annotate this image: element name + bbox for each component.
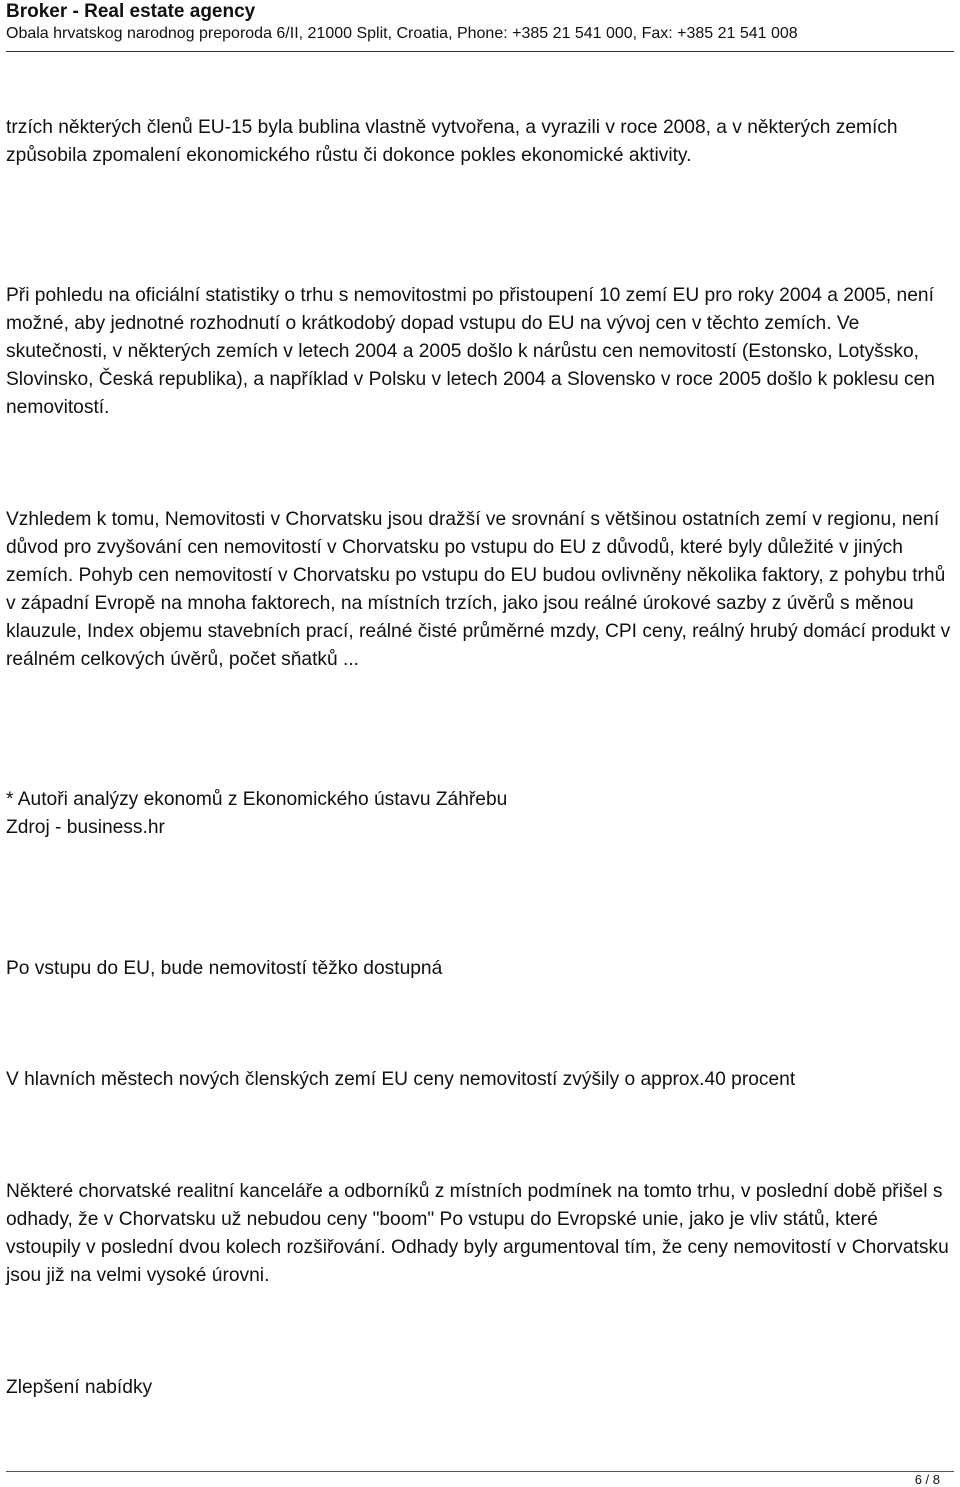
- page-number: 6 / 8: [914, 1472, 940, 1487]
- heading-capital-prices: V hlavních městech nových členských zemí EU ceny nemovitostí zvýšily o approx.40 procent: [6, 1069, 796, 1090]
- heading-supply: Zlepšení nabídky: [6, 1377, 153, 1398]
- company-title: Broker - Real estate agency: [6, 1, 256, 22]
- paragraph-statistics: Při pohledu na oficiální statistiky o trhu s nemovitostmi po přistoupení 10 zemí EU pro roky 2004 a 2005, není možné, aby jednotné rozhodnutí o krátkodobý dopad vstupu do EU na vývoj cen v těchto zemích. Ve skutečnosti, v některých zemích v letech 2004 a 2005 došlo k nárůstu cen nemovitostí (Estonsko, Lotyšsko, Slovinsko, Česká republika), a například v Polsku v letech 2004 a Slovensko v roce 2005 došlo k poklesu cen nemovitostí.: [6, 285, 935, 418]
- paragraph-source: [6, 786, 956, 842]
- source-line: Zdroj - business.hr: [6, 817, 165, 838]
- heading-after-eu: Po vstupu do EU, bude nemovitostí těžko dostupná: [6, 958, 443, 979]
- authors-note: * Autoři analýzy ekonomů z Ekonomického ústavu Záhřebu: [6, 789, 508, 810]
- company-address: Obala hrvatskog narodnog preporoda 6/II, 21000 Split, Croatia, Phone: +385 21 541 000, Fax: +385 21 541 008: [6, 25, 798, 42]
- footer-divider: [6, 1471, 954, 1472]
- page-header: [6, 0, 956, 44]
- paragraph-agencies: Některé chorvatské realitní kanceláře a odborníků z místních podmínek na tomto trhu, v poslední době přišel s odhady, že v Chorvatsku už nebudou ceny "boom" Po vstupu do Evropské unie, jako je vliv států, které vstoupily v poslední dvou kolech rozšiřování. Odhady byly argumentoval tím, že ceny nemovitostí v Chorvatsku jsou již na velmi vysoké úrovni.: [6, 1181, 949, 1286]
- header-divider: [6, 51, 954, 52]
- paragraph-croatia-prices: Vzhledem k tomu, Nemovitosti v Chorvatsku jsou dražší ve srovnání s většinou ostatních zemí v regionu, není důvod pro zvyšování cen nemovitostí v Chorvatsku po vstupu do EU z důvodů, které byly důležité v jiných zemích. Pohyb cen nemovitostí v Chorvatsku po vstupu do EU budou ovlivněny několika faktory, z pohybu trhů v západní Evropě na mnoha faktorech, na místních trzích, jako jsou reálné úrokové sazby z úvěrů s měnou klauzule, Index objemu stavebních prací, reálné čisté průměrné mzdy, CPI ceny, reálný hrubý domácí produkt v reálném celkových úvěrů, počet sňatků ...: [6, 509, 951, 670]
- paragraph-bubble: trzích některých členů EU-15 byla bublina vlastně vytvořena, a vyrazili v roce 2008, a v některých zemích způsobila zpomalení ekonomického růstu či dokonce pokles ekonomické aktivity.: [6, 117, 898, 166]
